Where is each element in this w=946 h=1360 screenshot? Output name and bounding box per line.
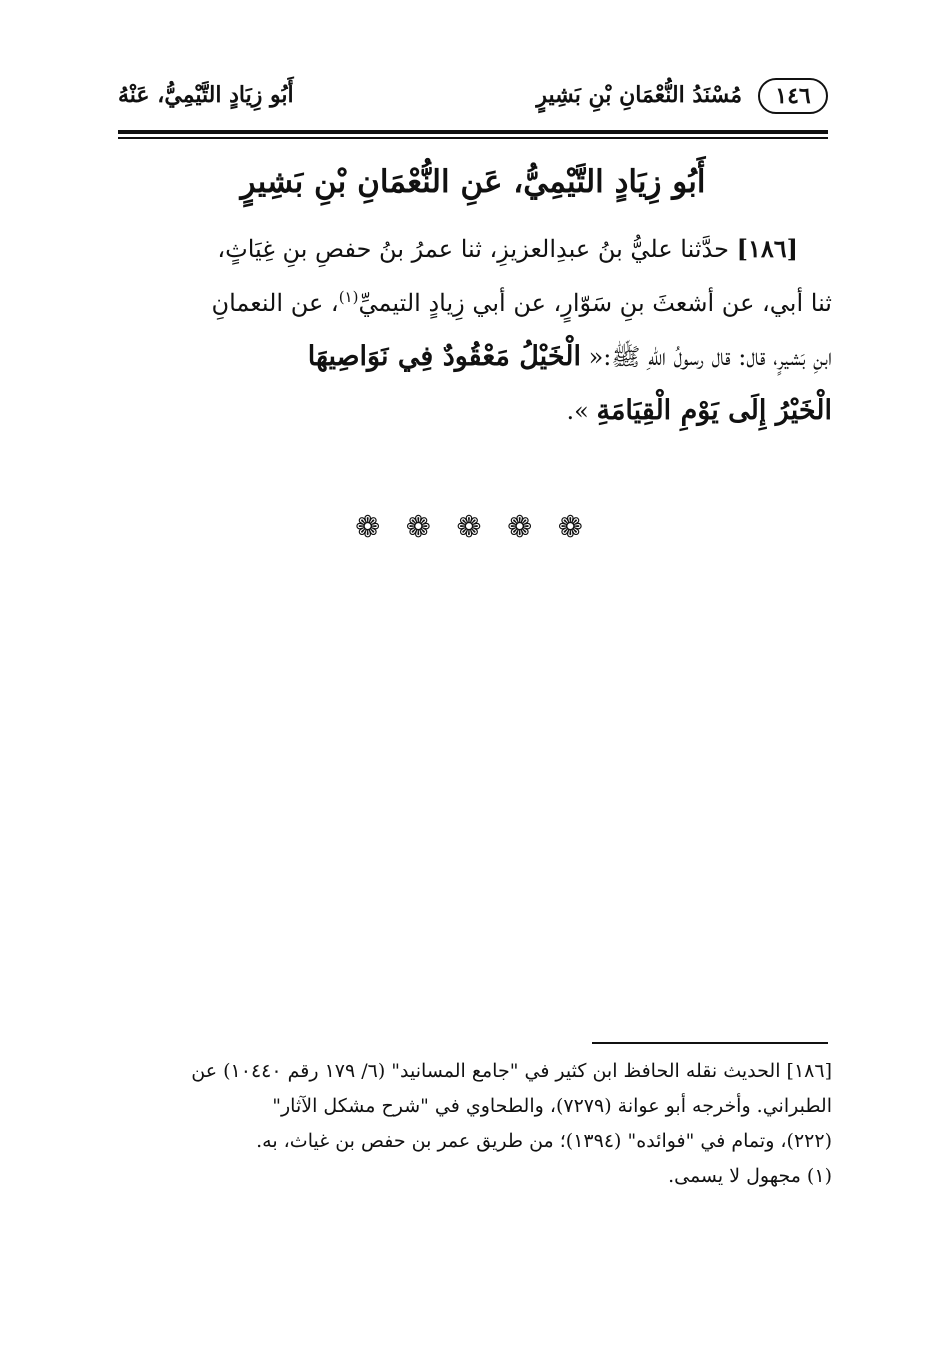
- hadith-matn-part-2: الْخَيْرُ إِلَى يَوْمِ الْقِيَامَةِ: [596, 395, 832, 426]
- hadith-line-2: [118, 276, 832, 330]
- isnad-part-4: ابنِ بَشيرٍ، قال: قال رسولُ اللهِ ﷺ:«: [588, 343, 832, 371]
- running-header: [118, 78, 828, 124]
- isnad-part-3: ، عن النعمانِ: [211, 289, 339, 317]
- footnote-line-1: [١٨٦] الحديث نقله الحافظ ابن كثير في "جامع المسانيد" (٦/ ١٧٩ رقم ١٠٤٤٠) عن: [191, 1060, 832, 1082]
- hadith-matn-part-1: الْخَيْلُ مَعْقُودٌ فِي نَوَاصِيهَا: [307, 341, 581, 372]
- hadith-line-4: [118, 384, 832, 438]
- footnote-line-4: (١) مجهول لا يسمى.: [668, 1165, 832, 1187]
- section-title: أَبُو زِيَادٍ التَّيْمِيُّ، عَنِ النُّعْمَانِ بْنِ بَشِيرٍ: [240, 164, 706, 200]
- footnotes: [118, 1054, 832, 1194]
- hadith-text: [118, 222, 832, 438]
- page-number: ١٤٦: [758, 78, 828, 114]
- running-title-musnad: مُسْنَدُ النُّعْمَانِ بْنِ بَشِيرٍ: [536, 82, 742, 108]
- hadith-number: [١٨٦]: [736, 234, 798, 263]
- footnote-reference: (١): [338, 288, 359, 306]
- hadith-line-1: [118, 222, 832, 276]
- isnad-part-1: حدَّثنا عليُّ بنُ عبدِالعزيزِ، ثنا عمرُ بنُ حفصِ بنِ غِيَاثٍ،: [217, 235, 729, 263]
- footnote-line-3: (٢٢٢)، وتمام في "فوائده" (١٣٩٤)؛ من طريق عمر بن حفص بن غياث، به.: [256, 1130, 832, 1152]
- header-rule-thick: [118, 130, 828, 134]
- header-rule-thin: [118, 137, 828, 139]
- ornament-divider: ❁ ❁ ❁ ❁ ❁: [355, 510, 591, 545]
- running-title-chapter: أَبُو زِيَادٍ التَّيْمِيُّ، عَنْهُ: [118, 82, 294, 108]
- footnote-line-2: الطبراني. وأخرجه أبو عوانة (٧٢٧٩)، والطحاوي في "شرح مشكل الآثار": [272, 1095, 832, 1117]
- footnote-separator: [592, 1042, 828, 1044]
- hadith-closing: ».: [566, 397, 597, 425]
- isnad-part-2: ثنا أبي، عن أشعثَ بنِ سَوّارٍ، عن أبي زِيادٍ التيميِّ: [358, 289, 832, 317]
- hadith-line-3: [118, 330, 832, 384]
